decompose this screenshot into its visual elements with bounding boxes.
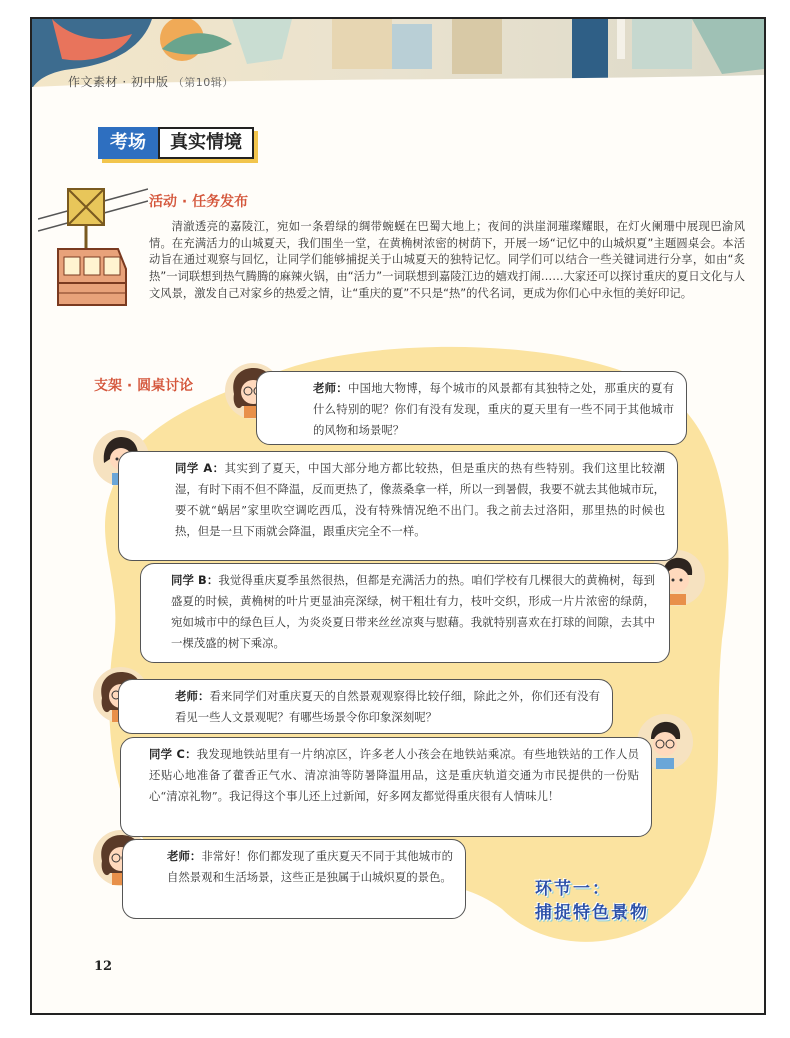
dialogue-text: 我发现地铁站里有一片纳凉区，许多老人小孩会在地铁站乘凉。有些地铁站的工作人员还贴心地准备了藿香正气水、清凉油等防暑降温用品，这是重庆轨道交通为市民提供的一份贴心“清凉礼物”。我记得这个事儿还上过新闻，好多网友都觉得重庆很有人情味儿！ xyxy=(149,747,639,803)
speaker-label: 同学 A： xyxy=(175,461,225,475)
issue-number: （第10辑） xyxy=(172,76,234,89)
activity-description: 清澈透亮的嘉陵江，宛如一条碧绿的绸带蜿蜒在巴蜀大地上；夜间的洪崖洞璀璨耀眼，在灯火阑珊中展现巴渝风情。在充满活力的山城夏天，我们围坐一堂，在黄桷树浓密的树荫下，开展一场“记忆中的山城炽夏”主题圆桌会。本活动旨在通过观察与回忆，让同学们能够捕捉关于山城夏天的独特记忆。同学们可以结合一些关键词进行分享，如由“炙热”一词联想到热气腾腾的麻辣火锅，由“活力”一词联想到嘉陵江边的嬉戏打闹……大家还可以探讨重庆的夏日文化与人文风景，激发自己对家乡的热爱之情，让“重庆的夏”不只是“热”的代名词，更成为你们心中永恒的美好印记。 xyxy=(149,220,745,300)
discussion-label-text: 支架 · 圆桌讨论 xyxy=(94,378,194,394)
speaker-label: 老师： xyxy=(175,689,210,703)
stage-label-line2: 捕捉特色景物 xyxy=(535,903,649,923)
speaker-label: 同学 B： xyxy=(171,573,219,587)
title-left: 考场 xyxy=(98,127,158,159)
dialogue-text: 中国地大物博，每个城市的风景都有其独特之处，那重庆的夏有什么特别的呢？你们有没有发现，重庆的夏天里有一些不同于其他城市的风物和场景呢？ xyxy=(313,381,674,437)
dialogue-bubble-student-c xyxy=(120,737,652,837)
title-right: 真实情境 xyxy=(158,127,254,159)
textbook-page xyxy=(30,17,766,1015)
speaker-label: 老师： xyxy=(167,849,202,863)
page-number: 12 xyxy=(94,959,113,974)
stage-label-line1: 环节一： xyxy=(535,879,611,899)
speaker-label: 同学 C： xyxy=(149,747,197,761)
stage-label xyxy=(535,877,649,925)
speaker-label: 老师： xyxy=(313,381,348,395)
dialogue-bubble-student-b xyxy=(140,563,670,663)
dialogue-bubble-teacher-3 xyxy=(122,839,466,919)
dialogue-bubble-teacher-2 xyxy=(118,679,613,734)
dialogue-text: 我觉得重庆夏季虽然很热，但都是充满活力的热。咱们学校有几棵很大的黄桷树，每到盛夏的时候，黄桷树的叶片更显油亮深绿，树干粗壮有力，枝叶交织，形成一片片浓密的绿荫，宛如城市中的绿色巨人，为炎炎夏日带来丝丝凉爽与慰藉。我就特别喜欢在打球的间隙，去其中一棵茂盛的树下乘凉。 xyxy=(171,573,655,650)
dialogue-text: 非常好！你们都发现了重庆夏天不同于其他城市的自然景观和生活场景，这些正是独属于山城炽夏的景色。 xyxy=(167,849,453,884)
activity-label-text: 活动 · 任务发布 xyxy=(149,194,249,210)
series-name: 作文素材 · 初中版 xyxy=(68,75,169,89)
dialogue-bubble-student-a xyxy=(118,451,678,561)
dialogue-bubble-teacher-1 xyxy=(256,371,687,445)
dialogue-text: 其实到了夏天，中国大部分地方都比较热，但是重庆的热有些特别。我们这里比较潮湿，有时下雨不但不降温，反而更热了，像蒸桑拿一样，所以一到暑假，我要不就去其他城市玩，要不就“蜗居”家里吹空调吃西瓜，没有特殊情况绝不出门。我之前去过洛阳，那里热的时候也热，但是一旦下雨就会降温，跟重庆完全不一样。 xyxy=(175,461,665,538)
dialogue-text: 看来同学们对重庆夏天的自然景观观察得比较仔细，除此之外，你们还有没有看见一些人文景观呢？有哪些场景令你印象深刻呢？ xyxy=(175,689,600,724)
discussion-label xyxy=(94,375,193,395)
